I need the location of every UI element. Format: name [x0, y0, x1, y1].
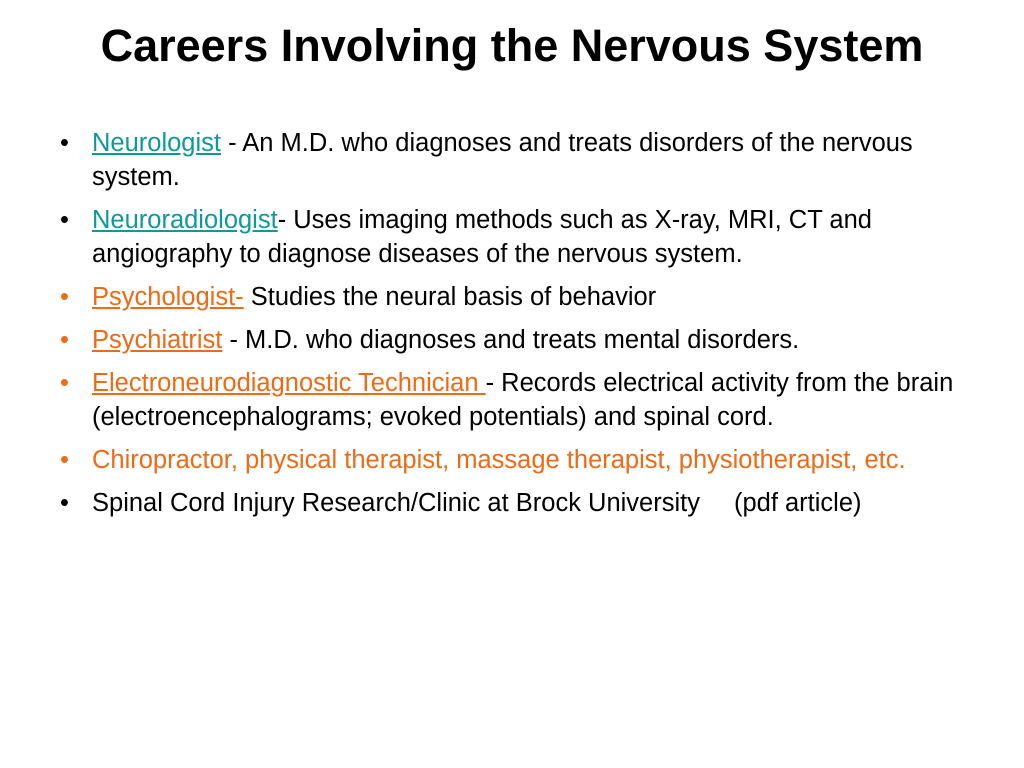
- electroneurodiagnostic-technician-description: - Records electrical activity from the brain (electroencephalograms; evoked potentials) and spinal cord.: [92, 369, 954, 431]
- list-item-neurologist: [58, 126, 968, 194]
- spinal-cord-research-text: Spinal Cord Injury Research/Clinic at Brock University: [92, 489, 700, 517]
- bullet-icon: •: [60, 206, 69, 234]
- neurologist-description: - An M.D. who diagnoses and treats disorders of the nervous system.: [92, 129, 913, 191]
- page-title: Careers Involving the Nervous System: [100, 20, 924, 71]
- bullet-icon: •: [60, 326, 69, 354]
- bullet-icon: •: [60, 283, 69, 311]
- neurologist-link[interactable]: Neurologist: [92, 129, 221, 157]
- bullet-icon: •: [60, 446, 69, 474]
- psychiatrist-link[interactable]: Psychiatrist: [92, 326, 223, 354]
- bullet-icon: •: [60, 489, 69, 517]
- list-item-neuroradiologist: [58, 203, 968, 271]
- list-item-electroneurodiagnostic-technician: [58, 366, 968, 434]
- bullet-icon: •: [60, 129, 69, 157]
- pdf-article-note: (pdf article): [733, 489, 862, 517]
- psychiatrist-description: - M.D. who diagnoses and treats mental disorders.: [222, 326, 800, 354]
- neuroradiologist-link[interactable]: Neuroradiologist: [92, 206, 278, 234]
- bullet-icon: •: [60, 369, 69, 397]
- psychologist-description: Studies the neural basis of behavior: [243, 283, 657, 311]
- list-item-psychiatrist: [58, 323, 968, 357]
- neuroradiologist-description: - Uses imaging methods such as X-ray, MRI, CT and angiography to diagnose diseases of the nervous system.: [92, 206, 872, 268]
- list-item-psychologist: [58, 280, 968, 314]
- list-item-therapists: [58, 443, 968, 477]
- electroneurodiagnostic-technician-link[interactable]: Electroneurodiagnostic Technician: [92, 369, 486, 397]
- career-bullet-list: [58, 126, 968, 529]
- psychologist-link[interactable]: Psychologist-: [92, 283, 244, 311]
- list-item-spinal-cord-research: [58, 486, 968, 520]
- therapists-text: Chiropractor, physical therapist, massage therapist, physiotherapist, etc.: [92, 446, 906, 474]
